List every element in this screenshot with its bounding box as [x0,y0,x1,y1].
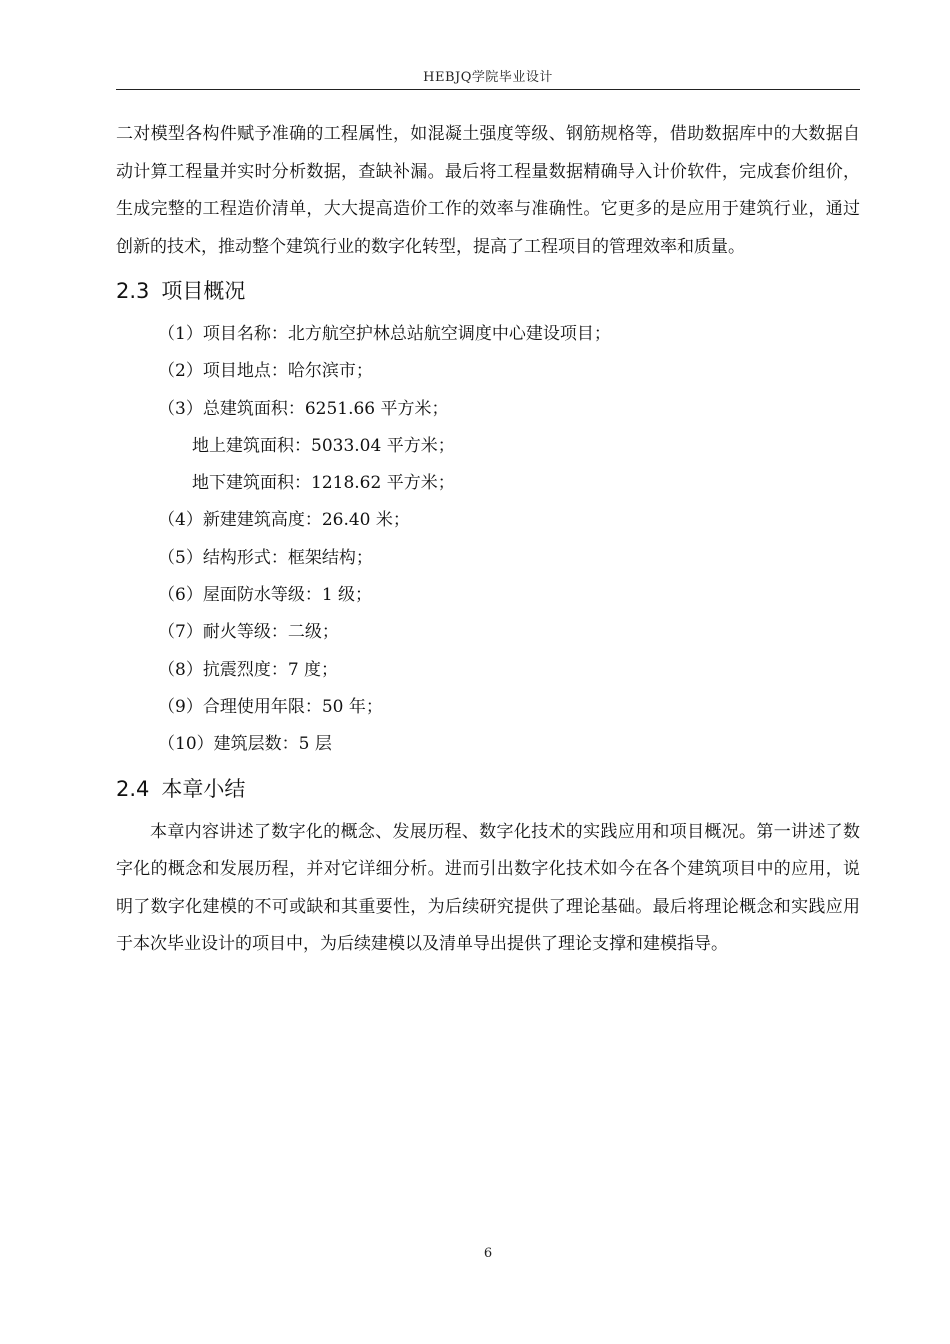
list-item: （2）项目地点：哈尔滨市； [158,361,373,382]
list-item: （10）建筑层数：5 层 [158,734,332,755]
list-item: （1）项目名称：北方航空护林总站航空调度中心建设项目； [158,324,611,344]
page-header-title: HEBJQ学院毕业设计 [423,70,553,85]
list-subitem: 地下建筑面积：1218.62 平方米； [192,473,455,494]
section-number: 2.3 [116,279,150,303]
section-heading-2-4 [116,764,860,814]
list-item: （5）结构形式：框架结构； [158,547,373,568]
section-number: 2.4 [116,776,150,801]
summary-paragraph: 本章内容讲述了数字化的概念、发展历程、数字化技术的实践应用和项目概况。第一讲述了数字化的概念和发展历程，并对它详细分析。进而引出数字化技术如今在各个建筑项目中的应用，说明了数字化建模的不可或缺和其重要性，为后续研究提供了理论基础。最后将理论概念和实践应用于本次毕业设计的项目中，为后续建模以及清单导出提供了理论支撑和建模指导。 [116,821,860,955]
list-item: （4）新建建筑高度：26.40 米； [158,510,410,531]
intro-paragraph: 二对模型各构件赋予准确的工程属性，如混凝土强度等级、钢筋规格等，借助数据库中的大数据自动计算工程量并实时分析数据，查缺补漏。最后将工程量数据精确导入计价软件，完成套价组价，生成完整的工程造价清单，大大提高造价工作的效率与准确性。它更多的是应用于建筑行业，通过创新的技术，推动整个建筑行业的数字化转型，提高了工程项目的管理效率和质量。 [116,124,860,257]
page-body [116,116,860,964]
list-item: （7）耐火等级：二级； [158,622,339,643]
list-item: （6）屋面防水等级：1 级； [158,585,373,606]
list-item: （3）总建筑面积：6251.66 平方米； [158,398,449,419]
project-overview-list [116,316,860,764]
section-heading-2-3 [116,266,860,316]
list-item: （8）抗震烈度：7 度； [158,659,339,680]
section-title: 项目概况 [161,279,246,303]
header-divider [116,89,860,90]
section-title: 本章小结 [161,776,246,801]
page-number: 6 [483,1246,493,1261]
list-subitem: 地上建筑面积：5033.04 平方米； [192,435,455,456]
list-item: （9）合理使用年限：50 年； [158,696,383,717]
